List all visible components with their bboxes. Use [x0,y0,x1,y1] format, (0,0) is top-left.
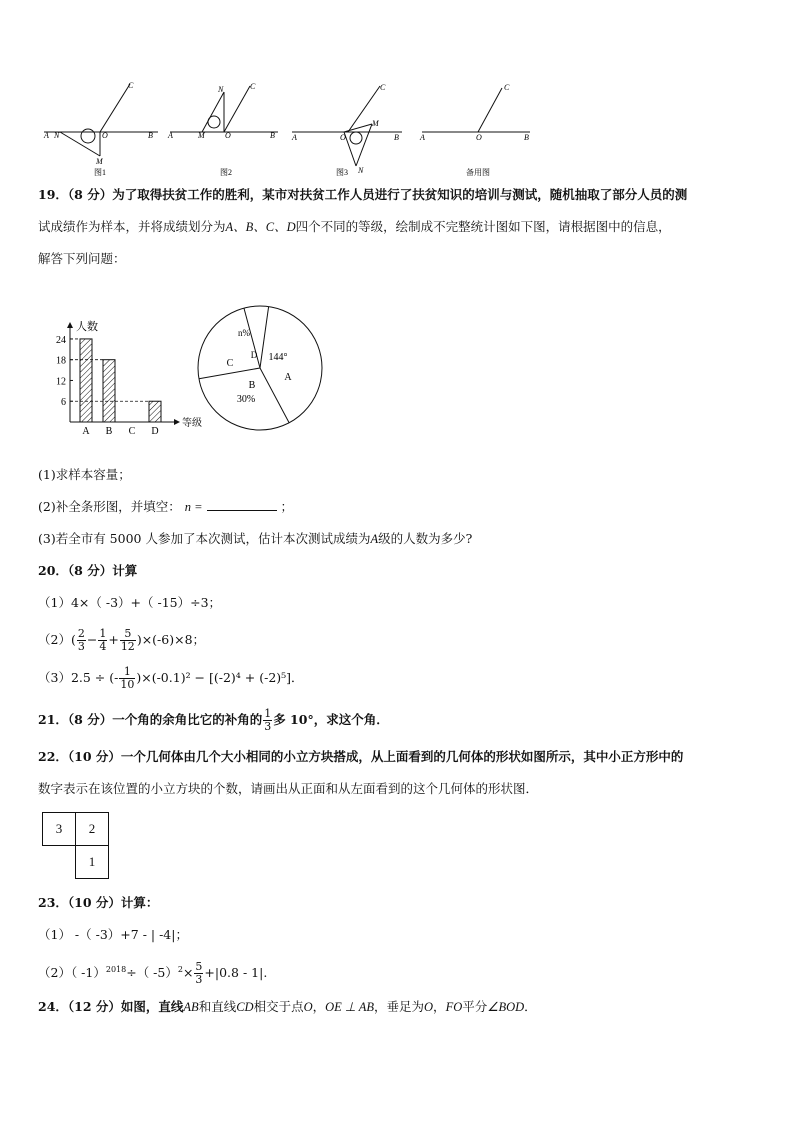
fig1-label-A: A [44,131,49,140]
fig3-label-B: B [394,133,399,142]
bar-y-arrow [67,322,73,328]
bar-ytick-6: 6 [61,397,66,409]
q23-p2: （2）（ -1）$^{2018}$÷（ -5）$^2$× $\frac{5}{3}$ +|0.8 - 1|. [38,960,268,987]
q19-sub3: (3)若全市有 5000 人参加了本次测试，估计本次测试成绩为A级的人数为多少? [38,531,473,546]
bar-xlabel: 等级 [182,418,202,429]
fig1-label-B: B [148,131,153,140]
grid-cell-3: 3 [42,812,76,846]
fig3-label-C: C [380,83,386,92]
fig3-label-O: O [340,133,346,142]
bar-x-arrow [174,419,180,425]
fig2-label-M: M [198,131,205,140]
q19-sub2: (2)补全条形图，并填空： n = ； [38,499,293,514]
pie-annot-B: 30% [236,394,256,405]
bar-xtick-A: A [82,426,90,436]
bar-ytick-18: 18 [56,355,66,367]
pie-label-A: A [284,372,292,383]
q23-head: 23．（10 分）计算： [38,895,159,910]
answer-blank-n [207,498,277,511]
q20-head: 20．（8 分）计算 [38,563,138,578]
fig1-label-C: C [128,81,134,90]
bar-xtick-B: B [105,426,113,436]
q19-line2: 试成绩作为样本，并将成绩划分为A、B、C、D四个不同的等级，绘制成不完整统计图如下图，请根据图中的信息， [38,219,671,234]
bar-ylabel: 人数 [76,321,98,333]
q24: 24．（12 分）如图，直线AB和直线CD相交于点O，OE ⊥ AB，垂足为O，FO平分∠BOD． [38,999,537,1014]
q23-p1: （1） -（ -3）+7 - | -4|； [38,927,188,942]
pie-annot-D: n% [238,328,250,338]
q20-p2: （2）( $\frac{2}{3}$ − $\frac{1}{4}$ + $\frac{5}{12}$ )×(-6)×8； [38,627,206,653]
fig4-label-A: A [420,133,425,142]
pie-label-B: B [248,380,256,391]
bar-xtick-C: C [128,426,136,436]
q19-line3: 解答下列问题： [38,251,126,266]
top-figures [30,78,550,178]
pie-radius-2 [199,368,260,379]
bar-ytick-24: 24 [56,334,66,346]
grid-cell-1: 1 [75,845,109,879]
fig3-caption: 图3 [336,168,348,177]
fig2-label-O: O [225,131,231,140]
pie-radius-0 [260,307,269,368]
bar-ytick-12: 12 [56,376,66,388]
bar-chart [40,316,210,436]
fig2-caption: 图2 [220,168,232,177]
q22-line2: 数字表示在该位置的小立方块的个数，请画出从正面和从左面看到的这个几何体的形状图． [38,781,539,796]
q19-line1: 19．（8 分）为了取得扶贫工作的胜利，某市对扶贫工作人员进行了扶贫知识的培训与测试，随机抽取了部分人员的测 [38,187,688,202]
pie-label-D: D [250,350,258,360]
grid-cell-2: 2 [75,812,109,846]
fig1-caption: 图1 [94,168,106,177]
fig2-label-N: N [218,85,224,94]
fig4-label-C: C [504,83,510,92]
fig2-label-B: B [270,131,275,140]
pie-chart [190,300,330,440]
fig3-label-N: N [358,166,364,175]
bar-D [149,401,161,422]
fig4-label-B: B [524,133,529,142]
bar-xtick-D: D [151,426,159,436]
figure-2 [167,82,278,177]
q19-sub1: (1)求样本容量； [38,467,131,482]
q22-line1: 22．（10 分）一个几何体由几个大小相同的小立方块搭成，从上面看到的几何体的形状如图所示，其中小正方形中的 [38,749,684,764]
fig2-label-C: C [250,82,256,91]
q21: 21．（8 分）一个角的余角比它的补角的 $\frac{1}{3}$ 多 10°，求这个角． [38,707,389,733]
figure-1 [43,81,158,177]
q20-p3: （3）2.5 ÷ (- $\frac{1}{10}$ )×(-0.1)² − [(-2)⁴ + (-2)⁵]． [38,665,304,691]
pie-label-C: C [226,358,234,369]
bar-B [103,360,115,422]
q20-p1: （1）4×（ -3）+（ -15）÷3； [38,595,222,610]
pie-annot-A: 144° [268,352,288,363]
fig4-caption: 备用图 [466,168,490,177]
figure-3 [291,83,402,177]
fig1-label-N: N [54,131,60,140]
fig2-label-A: A [168,131,173,140]
fig3-label-M: M [372,119,379,128]
figure-4 [419,83,530,177]
fig1-label-O: O [102,131,108,140]
fig4-label-O: O [476,133,482,142]
fig3-label-A: A [292,133,297,142]
fig1-label-M: M [96,157,103,166]
bar-A [80,339,92,422]
